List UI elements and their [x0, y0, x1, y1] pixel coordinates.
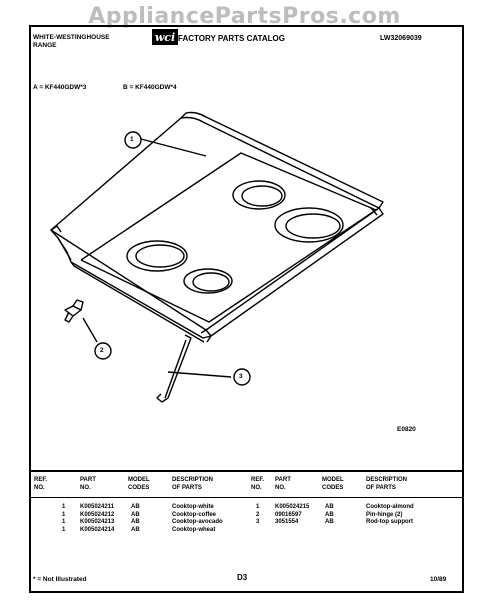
col-desc-header-right: DESCRIPTION OF PARTS: [366, 477, 408, 491]
table-cell: 3051554: [275, 519, 299, 525]
date-code: 10/89: [430, 576, 447, 583]
col-ref-header-right: REF. NO.: [251, 477, 265, 491]
left-desc-column: [172, 504, 223, 534]
table-header-rule: [31, 497, 462, 498]
table-cell: 1: [62, 526, 66, 533]
table-cell: 1: [62, 511, 66, 518]
footnote: * = Not Illustrated: [33, 576, 87, 583]
table-cell: 2: [256, 511, 260, 518]
table-cell: AB: [131, 519, 140, 525]
table-cell: Cooktop-white: [172, 504, 214, 510]
table-cell: Cooktop-almond: [366, 504, 414, 510]
callout-1: 1: [123, 130, 143, 155]
table-cell: K005024212: [80, 511, 115, 518]
model-b: B = KF440GDW*4: [123, 84, 177, 91]
col-desc-header-left: DESCRIPTION OF PARTS: [172, 477, 214, 491]
catalog-number: LW32069039: [380, 35, 422, 42]
table-cell: 1: [256, 504, 260, 510]
left-ref-column: [62, 504, 65, 534]
model-a: A = KF440GDW*3: [33, 84, 87, 91]
brand-line-1: WHITE-WESTINGHOUSE: [33, 34, 110, 41]
right-codes-column: [325, 504, 334, 527]
svg-text:wci: wci: [154, 31, 176, 44]
wci-logo-icon: [152, 29, 178, 50]
table-cell: 09016597: [275, 511, 302, 518]
table-cell: K005024215: [275, 504, 310, 510]
table-cell: 1: [62, 504, 66, 510]
figure-code: E0820: [397, 426, 416, 433]
right-desc-column: [366, 504, 414, 527]
table-cell: K005024211: [80, 504, 115, 510]
col-ref-header-left: REF. NO.: [34, 477, 48, 491]
table-top-rule: [31, 470, 462, 472]
table-cell: AB: [325, 504, 334, 510]
brand-line-2: RANGE: [33, 42, 57, 49]
right-ref-column: [256, 504, 259, 527]
left-part-column: [80, 504, 114, 534]
catalog-title: FACTORY PARTS CATALOG: [178, 34, 285, 43]
watermark-text: AppliancePartsPros.com: [88, 4, 401, 29]
table-cell: AB: [131, 526, 140, 533]
table-cell: AB: [131, 511, 140, 518]
table-cell: AB: [131, 504, 140, 510]
table-cell: AB: [325, 519, 334, 525]
table-cell: 1: [62, 519, 66, 525]
col-model-header-left: MODEL CODES: [128, 477, 150, 491]
right-part-column: [275, 504, 309, 527]
col-part-header-right: PART NO.: [275, 477, 291, 491]
table-cell: Rod-top support: [366, 519, 413, 525]
table-cell: Cooktop-avocado: [172, 519, 223, 525]
page-number: D3: [237, 573, 248, 582]
callout-3: 3: [232, 367, 252, 392]
table-cell: K005024214: [80, 526, 115, 533]
table-cell: Cooktop-coffee: [172, 511, 216, 518]
col-model-header-right: MODEL CODES: [322, 477, 344, 491]
table-cell: K005024213: [80, 519, 115, 525]
col-part-header-left: PART NO.: [80, 477, 96, 491]
left-codes-column: [131, 504, 140, 534]
callout-2: 2: [93, 341, 113, 366]
table-cell: AB: [325, 511, 334, 518]
table-cell: Cooktop-wheat: [172, 526, 216, 533]
table-cell: Pin-hinge (2): [366, 511, 403, 518]
table-cell: 3: [256, 519, 260, 525]
